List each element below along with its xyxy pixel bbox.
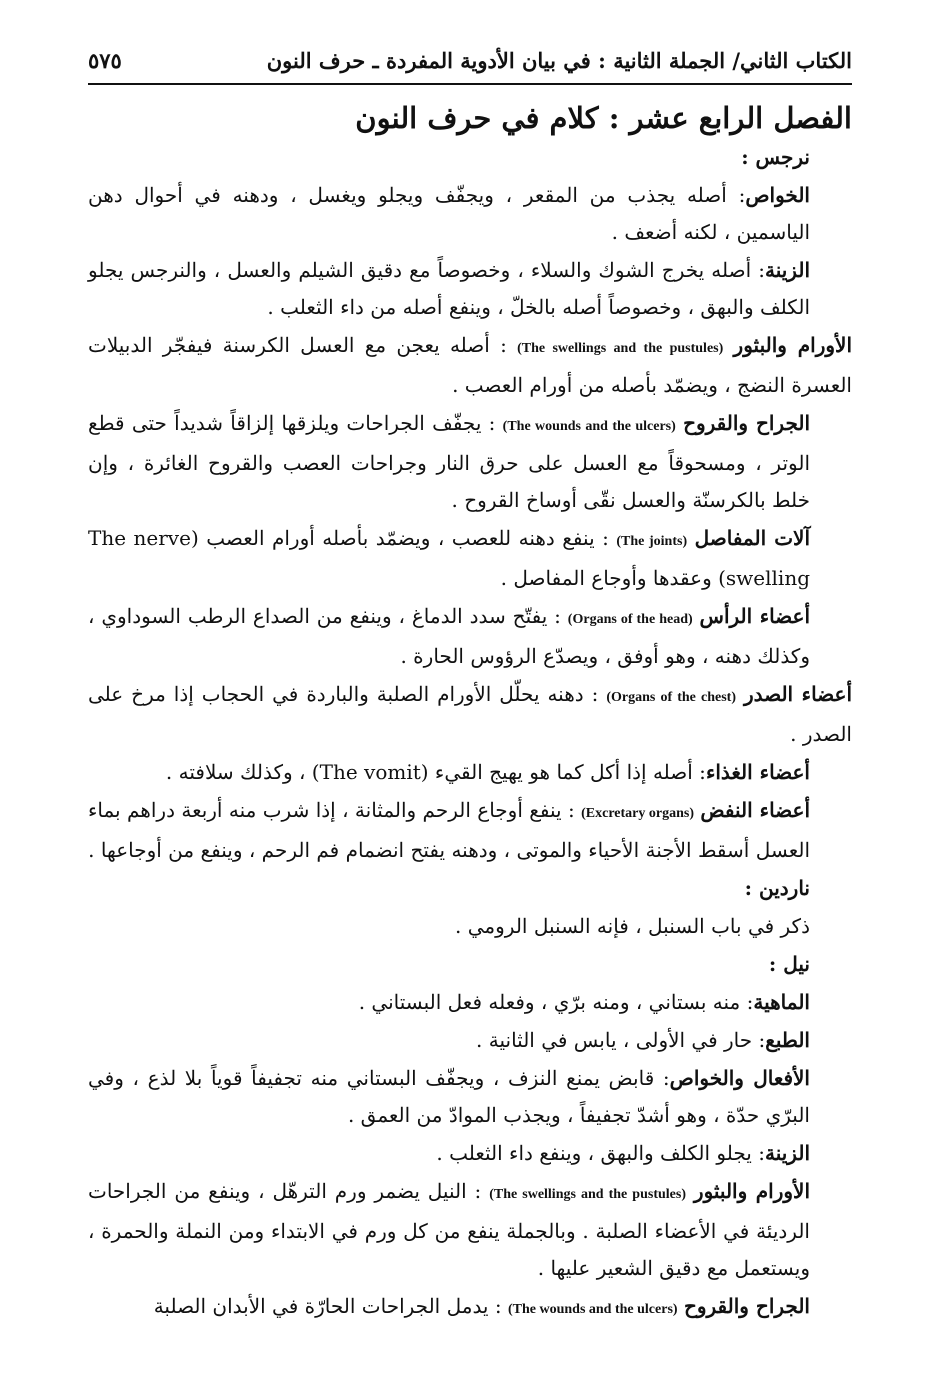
entry-separator: : [740,990,754,1014]
entry-paragraph [88,252,852,326]
entry-paragraph [88,908,852,945]
entry-label: الخواص [745,183,810,207]
entry-paragraph [88,1288,852,1328]
entry-english-term: (The wounds and the ulcers) [502,419,676,434]
entry-paragraph [88,1173,852,1287]
entry-label: الأفعال والخواص [669,1066,810,1090]
entry-english-term: (Organs of the head) [567,612,693,627]
chapter-title: الفصل الرابع عشر : كلام في حرف النون [355,101,852,135]
entry-separator: : [752,1028,766,1052]
entry-text: ينفع دهنه للعصب ، ويضمّد بأصله أورام العصب (The nerve swelling) وعقدها وأوجاع المفاصل . [88,526,810,590]
entry-separator: : [489,333,518,357]
entry-paragraph [88,1135,852,1172]
entry-label: الماهية [753,990,810,1014]
entry-text: ذكر في باب السنبل ، فإنه السنبل الرومي . [455,914,810,938]
header-title: الكتاب الثاني/ الجملة الثانية : في بيان الأدوية المفردة ـ حرف النون [266,48,852,73]
entry-paragraph [88,792,852,869]
entry-separator: : [488,1294,508,1318]
entry-paragraph [88,1022,852,1059]
entry-text: يفتّح سدد الدماغ ، وينفع من الصداع الرطب السوداوي ، وكذلك دهنه ، وهو أوفق ، ويصدّع الرؤوس الحارة . [88,604,810,668]
entry-text: يدمل الجراحات الحارّة في الأبدان الصلبة [153,1294,489,1318]
entry-separator: : [466,1179,490,1203]
entry-label: الأورام والبثور [693,1179,811,1203]
entry-english-term: (Excretary organs) [581,806,695,821]
entry-english-term: (The wounds and the ulcers) [507,1302,678,1317]
entry-label: أعضاء الصدر [743,682,852,706]
entry-separator: : [726,183,746,207]
document-body [88,139,852,1328]
entry-separator: : [561,798,582,822]
entry-paragraph [88,139,852,176]
entry-paragraph [88,984,852,1021]
entry-paragraph [88,1060,852,1134]
entry-label: الزينة [764,258,810,282]
entry-english-term: (The swellings and the pustules) [489,1187,686,1202]
entry-text: أصله يجذب من المقعر ، ويجفّف ويجلو ويغسل ، ودهنه في أحوال دهن الياسمين ، لكنه أضعف . [88,183,810,244]
entry-separator: : [751,1141,765,1165]
entry-paragraph [88,676,852,753]
entry-separator: : [692,760,706,784]
entry-english-term: (The swellings and the pustules) [517,341,724,356]
entry-text: يجفّف الجراحات ويلزقها إلزاقاً شديداً حتى قطع الوتر ، ومسحوقاً مع العسل على حرق النار وجراحات العصب والقروح الغائرة ، وإن خلط بالكرسنّة والعسل نقّى أوساخ القروح . [88,411,810,512]
entry-text: أصله إذا أكل كما هو يهيج القيء (The vomit) ، وكذلك سلافته . [165,760,693,784]
entry-separator: : [751,258,765,282]
entry-text: أصله يعجن مع العسل الكرسنة فيفجّر الدبيلات العسرة النضج ، ويضمّد بأصله من أورام العصب . [88,333,852,397]
entry-english-term: (The joints) [616,534,688,549]
entry-text: النيل يضمر ورم الترهّل ، وينفع من الجراحات الرديئة في الأعضاء الصلبة . وبالجملة ينفع من كل ورم في الابتداء ومن النملة والحمرة ، ويستعمل مع دقيق الشعير عليها . [88,1179,810,1280]
entry-paragraph [88,177,852,251]
entry-label: الزينة [764,1141,810,1165]
entry-separator: : [594,526,617,550]
entry-label: الأورام والبثور [733,333,852,357]
entry-text: منه بستاني ، ومنه برّي ، وفعله فعل البستاني . [358,990,741,1014]
entry-separator: : [583,682,607,706]
entry-text: حار في الأولى ، يابس في الثانية . [476,1028,753,1052]
page-number: ٥٧٥ [88,48,122,73]
entry-text: أصله يخرج الشوك والسلاء ، وخصوصاً مع دقيق الشيلم والعسل ، والنرجس يجلو الكلف والبهق ، وخصوصاً أصله بالخلّ ، وينفع أصله من داء الثعلب . [88,258,810,319]
entry-label: أعضاء الغذاء [705,760,810,784]
entry-label: الجراح والقروح [683,411,811,435]
running-header [88,48,852,85]
entry-paragraph [88,405,852,519]
entry-paragraph [88,327,852,404]
entry-paragraph [88,946,852,983]
entry-separator: : [547,604,568,628]
entry-label: أعضاء النفض [700,798,811,822]
entry-paragraph [88,870,852,907]
entry-label: الجراح والقروح [683,1294,810,1318]
entry-text: يجلو الكلف والبهق ، وينفع داء الثعلب . [436,1141,752,1165]
entry-paragraph [88,754,852,791]
entry-paragraph [88,520,852,597]
entry-label: نرجس : [741,145,810,169]
entry-label: ناردين : [744,876,810,900]
entry-separator: : [654,1066,670,1090]
entry-text: قابض يمنع النزف ، ويجفّف البستاني منه تجفيفاً قوياً بلا لذع ، وفي البرّي حدّة ، وهو أشدّ تجفيفاً ، ويجذب الموادّ من العمق . [88,1066,810,1127]
entry-english-term: (Organs of the chest) [606,690,736,705]
entry-text: ينفع أوجاع الرحم والمثانة ، إذا شرب منه أربعة دراهم بماء العسل أسقط الأجنة الأحياء والموتى ، ودهنه يفتح انضمام فم الرحم ، وينفع من أوجاعها . [88,798,810,862]
entry-label: أعضاء الرأس [699,604,811,628]
entry-separator: : [481,411,503,435]
entry-label: الطبع [765,1028,810,1052]
entry-label: نيل : [768,952,810,976]
entry-text: دهنه يحلّل الأورام الصلبة والباردة في الحجاب إذا مرخ على الصدر . [88,682,852,746]
entry-paragraph [88,598,852,675]
entry-label: آلات المفاصل [694,526,811,550]
